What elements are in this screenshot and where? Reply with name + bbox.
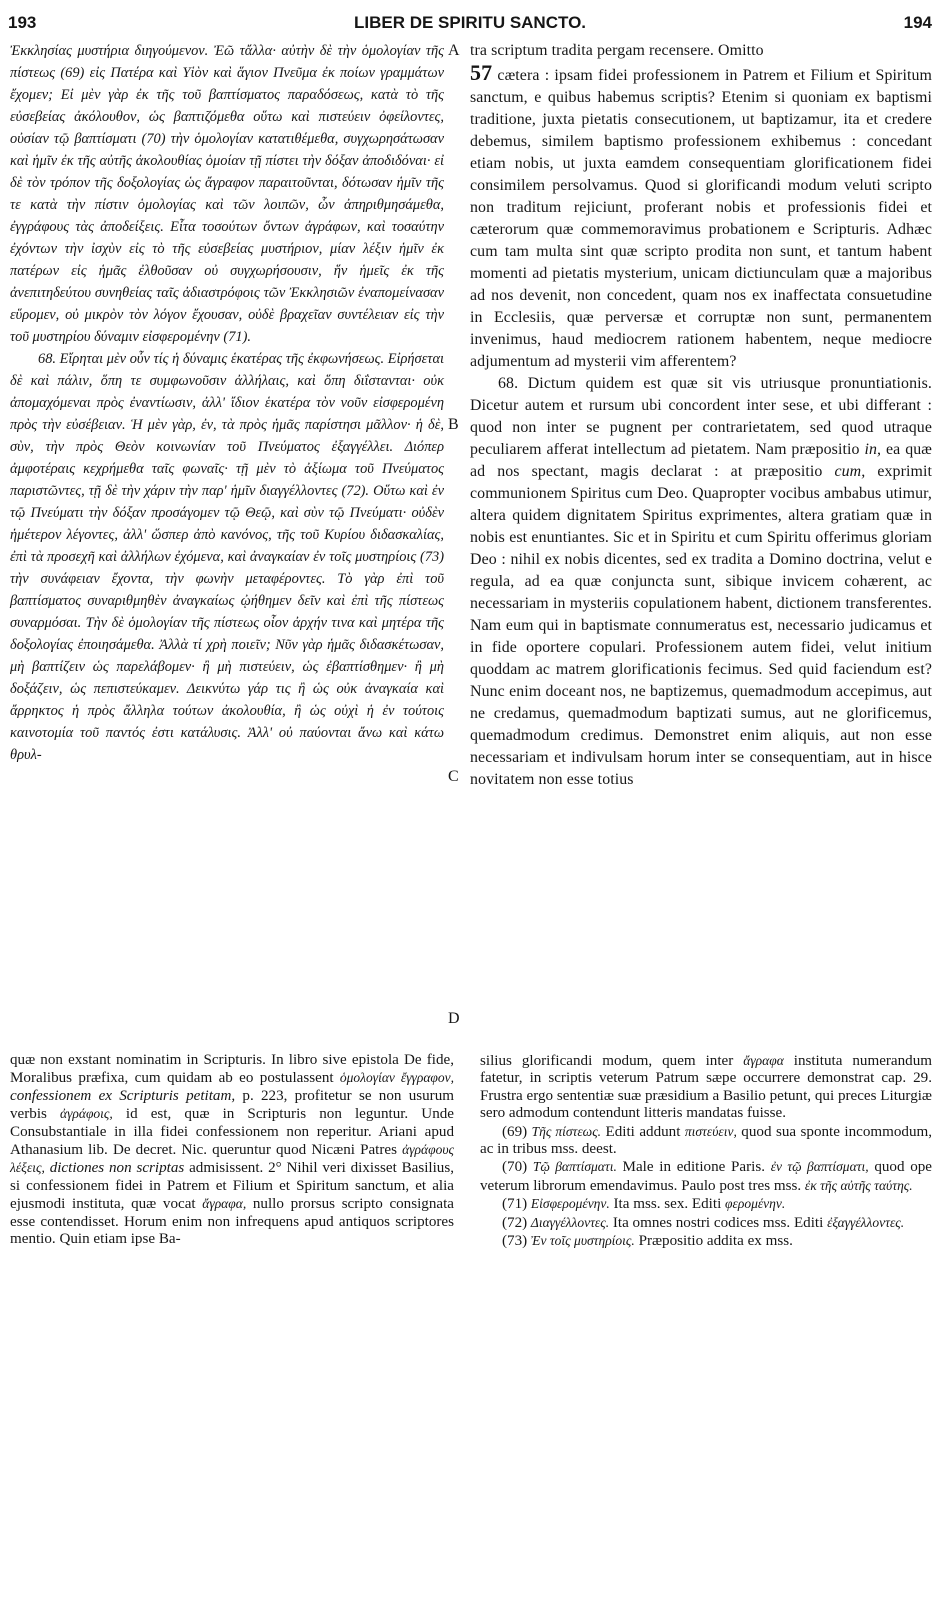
- greek-term: φερομένην.: [725, 1196, 786, 1212]
- italic-term: dictiones non scriptas: [44, 1160, 185, 1177]
- greek-term: ὁμολογίαν ἔγγραφον,: [339, 1070, 454, 1086]
- greek-term: ἐν τῷ βαπτίσματι,: [770, 1159, 869, 1175]
- greek-term: Τῷ βαπτίσματι.: [532, 1159, 617, 1175]
- latin-text: exprimit communionem Spiritus cum Deo. Quapropter vocibus ambabus utimur, altera quidem dignitatem Spiritus exprimentes, altera gratiam quæ in nobis est enuntiantes. Sic et in Spiritu et cum Spiritu offerimus gloriam Deo : nihil ex nobis dicentes, sed ex tradita a Domino doctrina, velut e regula, ad ea quæ conjuncta sunt, sibique invicem cohærent, ac necessariam in mysteriis copulationem habent, dictionem transferentes. Nam eum qui in baptismate connumeratus est, necessario judicamus et in fide oportere copulari. Professionem autem fidei, velut initium quoddam ac matrem glorificationis fecimus. Sed quid faciendum est? Nunc enim doceant nos, ne baptizemus, quemadmodum accepimus, aut ne credamus, quemadmodum baptizati sumus, aut ne glorificemus, quemadmodum credimus. Demonstret enim aliquis, aut non esse necessariam et indivulsam horum inter se consequentiam, aut in hisce novitatem non esse totius: [470, 463, 932, 788]
- page-number-right: 194: [903, 13, 932, 32]
- note-text: Ita mss. sex. Editi: [609, 1196, 726, 1213]
- margin-marker-b: B: [448, 416, 459, 433]
- italic-term: confessionem ex Scripturis petitam,: [10, 1087, 236, 1104]
- latin-text: 68. Dictum quidem est quæ sit vis utriusque pronuntiationis. Dicetur autem et rursum ubi concordent inter sese, et ubi differant : quod non inter se pugnent per contrarietatem, sed quod utraque peculiarem afferat intellectum ad pietatem. Nam præpositio: [470, 375, 932, 458]
- note-text: id est, quæ in Scripturis non leguntur. Unde Consubstantiale in illa fidei confessionem non reperitur. Ariani apud Athanasium lib. De decret. Nic. queruntur quod Nicæni Patres: [10, 1106, 454, 1159]
- section-number: 57: [470, 60, 493, 85]
- footnote-number: (73): [502, 1233, 531, 1250]
- margin-marker-c: C: [448, 768, 459, 785]
- note-text: quæ non exstant nominatim in Scripturis. In libro sive epistola De fide, Moralibus præfixa, cum quidam ab eo postulassent: [10, 1052, 454, 1087]
- footnote-number: (72): [502, 1214, 531, 1231]
- margin-marker-a: A: [448, 42, 460, 59]
- note-text: admisissent. 2° Nihil veri dixisset Basilius, si confessionem fidei in Patrem et Filium et Spiritum sanctum, et alia ejusmodi instituta, quæ vocat: [10, 1160, 454, 1213]
- latin-text: cætera : ipsam fidei professionem in Patrem et Filium et Spiritum sanctum, e quibus habemus scriptis? Etenim si quoniam ex baptismi traditione, juxta pietatis consecutionem, ut baptizamur, ita et credere debemus, similem baptismo professionem exhibemus : concedant etiam nobis, ut juxta eamdem consequentiam glorificationem fidei consimilem persolvamus. Quod si glorificandi modum veluti scripto non traditum rejiciunt, proferant nobis et professionis fidei et cæterorum quæ commemoravimus probationem e Scripturis. Adhæc cum tam multa sint quæ scripto prodita non sunt, et tantum habent momenti ad pietatis mysterium, unicam dictiunculam quæ a majoribus ad nos devenit, non concedent, quam nos ex inaffectata consuetudine in Ecclesiis, quæ perversæ et corruptæ non sunt, permanentem invenimus, haud mediocrem rationem habentem, neque mediocre adjumentum ad mysterii vim afferentem?: [470, 67, 932, 370]
- latin-text-column: [470, 40, 932, 791]
- note-text: Male in editione Paris.: [616, 1159, 771, 1176]
- latin-text: tra scriptum tradita pergam recensere. Omitto: [470, 42, 764, 59]
- footnote-69: [480, 1123, 932, 1159]
- greek-term: ἐκ τῆς αὐτῆς ταύτης.: [804, 1177, 913, 1193]
- notes-left-column: [10, 1052, 454, 1248]
- greek-paragraph: 68. Εἴρηται μὲν οὖν τίς ἡ δύναμις ἑκατέρας τῆς ἐκφωνήσεως. Εἰρήσεται δὲ καὶ πάλιν, ὅπη τε συμφωνοῦσιν ἀλλήλαις, καὶ ὅπη διΐστανται· οὐκ ἀπομαχόμεναι πρὸς ἐναντίωσιν, ἀλλ' ἴδιον ἑκατέρα τὸν νοῦν εἰσφερομένη πρὸς τὴν εὐσέβειαν. Ἡ μὲν γὰρ, ἐν, τὰ πρὸς ἡμᾶς παρίστησι μᾶλλον· ἡ δὲ, σὺν, τὴν πρὸς Θεὸν κοινωνίαν τοῦ Πνεύματος ἐξαγγέλλει. Διόπερ ἀμφοτέραις κεχρήμεθα ταῖς φωναῖς· τῇ μὲν τὸ ἀξίωμα τοῦ Πνεύματος παριστῶντες, τῇ δὲ τὴν χάριν τὴν παρ' ἡμῖν διαγγέλλοντες (72). Οὕτω καὶ ἐν τῷ Πνεύματι τὴν δόξαν προσάγομεν τῷ Θεῷ, καὶ σὺν τῷ Πνεύματι· οὐδὲν ἡμέτερον λέγοντες, ἀλλ' ὥσπερ ἀπὸ κανόνος, τῆς τοῦ Κυρίου διδασκαλίας, ἐπὶ τὰ προσεχῆ καὶ ἀλλήλων ἐχόμενα, καὶ ἀναγκαίαν ἐν τοῖς μυστηρίοις (73) τὴν συνάφειαν ἔχοντα, τὴν φωνὴν μεταφέροντες. Τὸ γὰρ ἐπὶ τοῦ βαπτίσματος συναριθμηθὲν ἀναγκαίως ᾠήθημεν δεῖν καὶ ἐπὶ τῆς πίστεως συναρμόσαι. Τὴν δὲ ὁμολογίαν τῆς πίστεως οἷον ἀρχήν τινα καὶ μητέρα τῆς δοξολογίας ἐποιησάμεθα. Ἀλλὰ τί χρὴ ποιεῖν; Νῦν γὰρ ἡμᾶς διδασκέτωσαν, μὴ βαπτίζειν ὡς παρελάβομεν· ἢ μὴ πιστεύειν, ὡς ἐβαπτίσθημεν· ἢ μὴ δοξάζειν, ὡς πεπιστεύκαμεν. Δεικνύτω γάρ τις ἢ ὡς οὐκ ἀναγκαία καὶ ἄρρηκτος ἡ πρὸς ἄλληλα τούτων ἀκολουθία, ἢ ὡς οὐχὶ ἡ ἐν τούτοις καινοτομία τοῦ παντός ἐστι κατάλυσις. Ἀλλ' οὐ παύονται ἄνω καὶ κάτω θρυλ-: [10, 351, 444, 763]
- page-number-left: 193: [8, 13, 37, 32]
- note-text: p. 223, profitetur se non usurum verbis: [10, 1087, 454, 1123]
- note-paragraph: [480, 1052, 932, 1123]
- greek-paragraph: Ἐκκλησίας μυστήρια διηγούμενον. Ἐῶ τἄλλα· αὐτὴν δὲ τὴν ὁμολογίαν τῆς πίστεως (69) εἰς Πατέρα καὶ Υἱὸν καὶ ἅγιον Πνεῦμα ἐκ ποίων γραμμάτων ἔχομεν; Εἰ μὲν γὰρ ἐκ τῆς τοῦ βαπτίσματος παραδόσεως, κατὰ τὸ τῆς εὐσεβείας ἀκόλουθον, ὡς βαπτιζόμεθα οὕτω καὶ πιστεύειν ὀφείλοντες, οὐσίαν τῷ βαπτίσματι (70) τὴν ὁμολογίαν κατατιθέμεθα, συγχωρησάτωσαν καὶ ἡμῖν ἐκ τῆς αὐτῆς ἀκολουθίας ὁμοίαν τῇ πίστει τὴν δόξαν ἀποδιδόναι· εἰ δὲ τὸν τρόπον τῆς δοξολογίας ὡς ἄγραφον παραιτοῦνται, δότωσαν ἡμῖν τῆς τε κατὰ τὴν πίστιν ὁμολογίας καὶ τῶν λοιπῶν, ὧν ἀπηριθμησάμεθα, ἐγγράφους τὰς ἀποδείξεις. Εἶτα τοσούτων ὄντων ἀγράφων, καὶ τοσαύτην ἐχόντων τὴν ἰσχὺν εἰς τὸ τῆς εὐσεβείας μυστήριον, μίαν λέξιν ἡμῖν ἐκ πατέρων εἰς ἡμᾶς ἐλθοῦσαν οὐ συγχωρήσουσιν, ἥν ἡμεῖς ἐκ τῆς ἀνεπιτηδεύτου συνηθείας ταῖς ἀδιαστρόφοις τῶν Ἐκκλησιῶν ἐναπομείνασαν εὕρομεν, οὐ μικρὸν τὸν λόγον ἔχουσαν, οὐδὲ βραχεῖαν συντέλειαν εἰς τὴν τοῦ μυστηρίου δύναμιν εἰσφερομένην (71).: [10, 43, 444, 345]
- note-text: nullo prorsus scripto consignata esse contendisset. Horum enim non infrequens apud antiquos scriptores mentio. Quin etiam ipse Ba-: [10, 1196, 454, 1248]
- note-text: Editi addunt: [601, 1123, 685, 1140]
- footnote-71: [480, 1195, 932, 1213]
- greek-term: ἀγράφους λέξεις,: [10, 1142, 454, 1176]
- running-header: [8, 10, 932, 36]
- footnote-72: [480, 1214, 932, 1232]
- note-text: silius glorificandi modum, quem inter: [480, 1053, 744, 1069]
- greek-term: ἄγραφα,: [202, 1196, 247, 1212]
- footnote-70: [480, 1158, 932, 1195]
- italic-term: in,: [864, 441, 882, 458]
- note-text: quod ope veterum librorum emendavimus. Paulo post tres mss.: [480, 1159, 933, 1194]
- footnote-number: (69): [502, 1123, 532, 1140]
- note-text: Ita omnes nostri codices mss. Editi: [609, 1214, 828, 1231]
- notes-right-column: [480, 1052, 932, 1250]
- greek-term: ἀγράφοις,: [59, 1106, 113, 1122]
- running-title: LIBER DE SPIRITU SANCTO.: [353, 13, 587, 32]
- latin-text: ea quæ ad nos spectant, magis declarat : at præpositio: [470, 441, 933, 480]
- latin-paragraph: [470, 40, 932, 373]
- footnote-number: (70): [502, 1159, 533, 1176]
- greek-term: Ἐν τοῖς μυστηρίοις.: [530, 1233, 635, 1249]
- margin-marker-d: D: [448, 1010, 460, 1027]
- greek-text-column: [10, 40, 444, 766]
- latin-paragraph: [470, 373, 932, 791]
- note-text: Præpositio addita ex mss.: [634, 1233, 793, 1250]
- greek-term: ἄγραφα: [743, 1053, 784, 1068]
- greek-term: Εἰσφερομένην.: [530, 1196, 610, 1212]
- footnote-number: (71): [502, 1196, 531, 1213]
- greek-term: ἐξαγγέλλοντες.: [827, 1214, 905, 1230]
- greek-term: Διαγγέλλοντες.: [530, 1214, 610, 1230]
- italic-term: cum,: [834, 463, 866, 480]
- note-text: institutа numerandum fatetur, in scriptis veterum Patrum sæpe occurrere demonstrat cap. 29. Frustra ergo sententiæ suæ præsidium a Basilio petunt, qui preces Liturgiæ sero admodum contendunt litteris mandatas fuisse.: [480, 1053, 933, 1122]
- footnote-73: [480, 1232, 932, 1250]
- greek-term: Τῆς πίστεως.: [531, 1123, 602, 1139]
- note-text: quod sua sponte incommodum, ac in tribus mss. deest.: [480, 1123, 933, 1158]
- greek-term: πιστεύειν,: [684, 1123, 737, 1139]
